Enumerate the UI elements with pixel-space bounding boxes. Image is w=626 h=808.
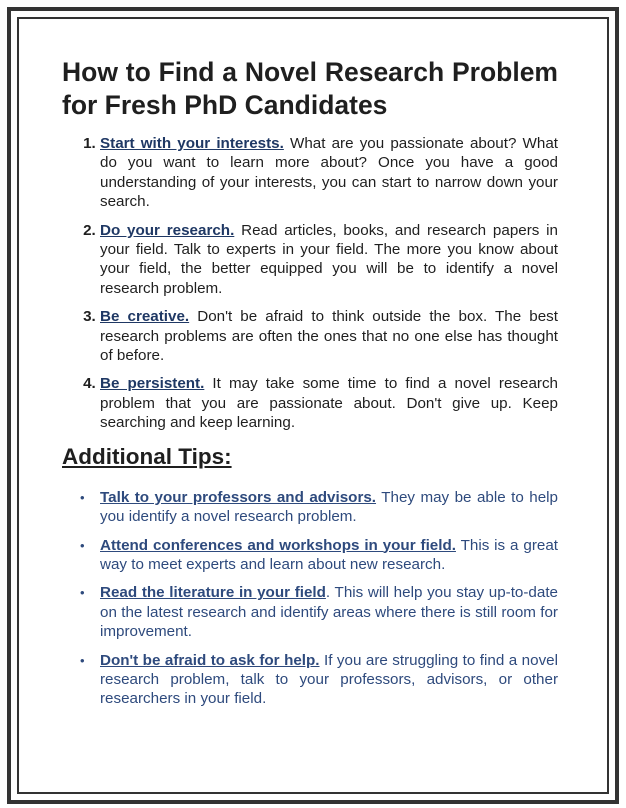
list-item bbox=[100, 221, 558, 299]
list-item bbox=[80, 536, 559, 575]
list-item bbox=[100, 307, 558, 365]
tip-text: This is a great way to meet experts and learn about new research. bbox=[100, 536, 559, 573]
bullet-icon: • bbox=[80, 652, 85, 668]
tip-text: They may be able to help you identify a novel research problem. bbox=[100, 488, 558, 526]
list-item bbox=[100, 374, 558, 432]
step-text: Don't be afraid to think outside the box. The best research problems are often the ones that no one else has thought of before. bbox=[100, 308, 558, 365]
list-item bbox=[80, 583, 558, 641]
bullet-icon: • bbox=[80, 489, 85, 505]
step-lead: Be creative. bbox=[100, 308, 190, 326]
tip-lead: Talk to your professors and advisors. bbox=[100, 488, 377, 506]
tips-list bbox=[62, 488, 558, 709]
tips-heading: Additional Tips: bbox=[62, 443, 232, 469]
tip-lead: Read the literature in your field bbox=[100, 584, 326, 602]
tip-text: If you are struggling to find a novel research problem, talk to your professors, advisors, or other researchers in your field. bbox=[100, 651, 558, 708]
document-body bbox=[62, 56, 558, 718]
list-item bbox=[80, 651, 558, 709]
step-text: What are you passionate about? What do you want to learn more about? Once you have a good understanding of your interests, you can start to narrow down your search. bbox=[100, 135, 558, 211]
bullet-icon: • bbox=[80, 585, 85, 601]
steps-list bbox=[62, 134, 558, 433]
list-item bbox=[80, 488, 558, 527]
step-lead: Start with your interests. bbox=[100, 135, 284, 152]
list-item bbox=[100, 134, 558, 212]
tip-lead: Don't be afraid to ask for help. bbox=[100, 651, 320, 669]
page-title: How to Find a Novel Research Problem for Fresh PhD Candidates bbox=[62, 57, 558, 120]
step-lead: Be persistent. bbox=[100, 375, 205, 393]
tip-lead: Attend conferences and workshops in your field. bbox=[100, 536, 456, 554]
bullet-icon: • bbox=[80, 537, 85, 553]
step-text: It may take some time to find a novel research problem that you are passionate about. Don't give up. Keep searching and keep learning. bbox=[100, 375, 558, 432]
step-lead: Do your research. bbox=[100, 221, 235, 239]
step-text: Read articles, books, and research papers in your field. Talk to experts in your field. The more you know about your field, the better equipped you will be to identify a novel research problem. bbox=[100, 221, 558, 297]
tip-text: . This will help you stay up-to-date on the latest research and identify areas where there is still room for improvement. bbox=[100, 584, 558, 641]
